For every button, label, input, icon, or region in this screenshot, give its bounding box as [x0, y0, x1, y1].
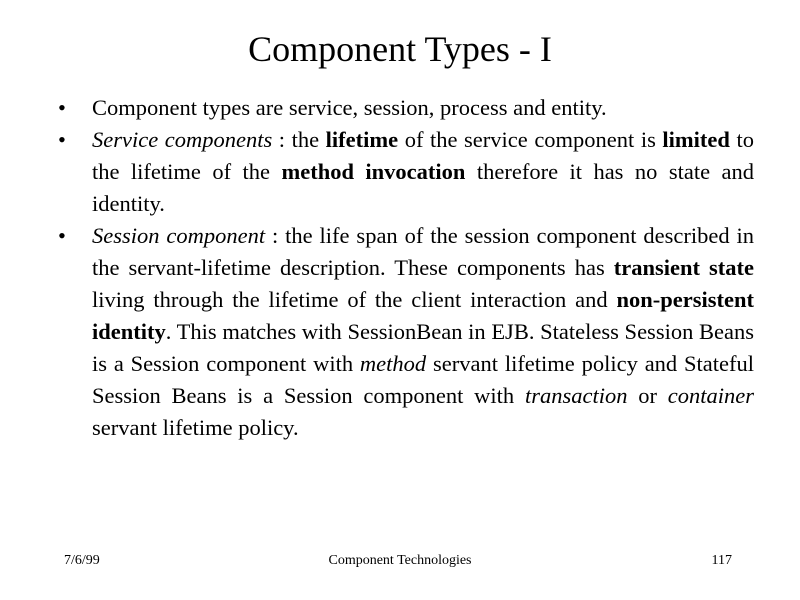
bullet-item-service-components [58, 124, 754, 220]
bullet-text-segment: Component types are service, session, process and entity. [92, 95, 607, 120]
bullet-text-segment: servant lifetime policy. [92, 415, 299, 440]
bullet-text-segment: or [627, 383, 668, 408]
bullet-item-component-types [58, 92, 754, 124]
footer-date: 7/6/99 [64, 553, 100, 568]
bullet-icon: • [58, 95, 66, 120]
bullet-text-segment: method invocation [281, 159, 466, 184]
bullet-text-segment: lifetime [325, 127, 399, 152]
bullet-list [58, 92, 754, 444]
bullet-text-segment: container [667, 383, 755, 408]
bullet-text-segment: non-persistent identity [92, 287, 754, 344]
bullet-text-segment: servant lifetime policy and Stateful Session Beans is a Session component with [92, 351, 755, 408]
bullet-icon: • [58, 127, 66, 152]
bullet-text-segment: transient state [613, 255, 754, 280]
bullet-text-segment: transaction [524, 383, 628, 408]
bullet-text-segment: Session component [92, 223, 266, 248]
bullet-item-session-component [58, 220, 754, 444]
bullet-text [92, 127, 754, 216]
bullet-text-segment: limited [662, 127, 730, 152]
bullet-text-segment: : the [272, 127, 326, 152]
bullet-text-segment: Service components [92, 127, 273, 152]
bullet-icon: • [58, 223, 66, 248]
bullet-text-segment: of the service component is [398, 127, 663, 152]
bullet-text-segment: living through the lifetime of the client interaction and [92, 287, 617, 312]
bullet-text-segment: . This matches with SessionBean in EJB. Stateless Session Beans is a Session component with [92, 319, 754, 376]
bullet-text [92, 223, 754, 440]
bullet-text-segment: method [359, 351, 427, 376]
bullet-text [92, 95, 607, 120]
page-number: 117 [711, 553, 732, 568]
bullet-text-segment: to the lifetime of the [92, 127, 754, 184]
bullet-text-segment: : the life span of the session component described in the servant-lifetime description. These components has [92, 223, 754, 280]
slide-title: Component Types - I [248, 29, 552, 69]
bullet-text-segment: therefore it has no state and identity. [92, 159, 754, 216]
footer-title: Component Technologies [328, 553, 472, 568]
